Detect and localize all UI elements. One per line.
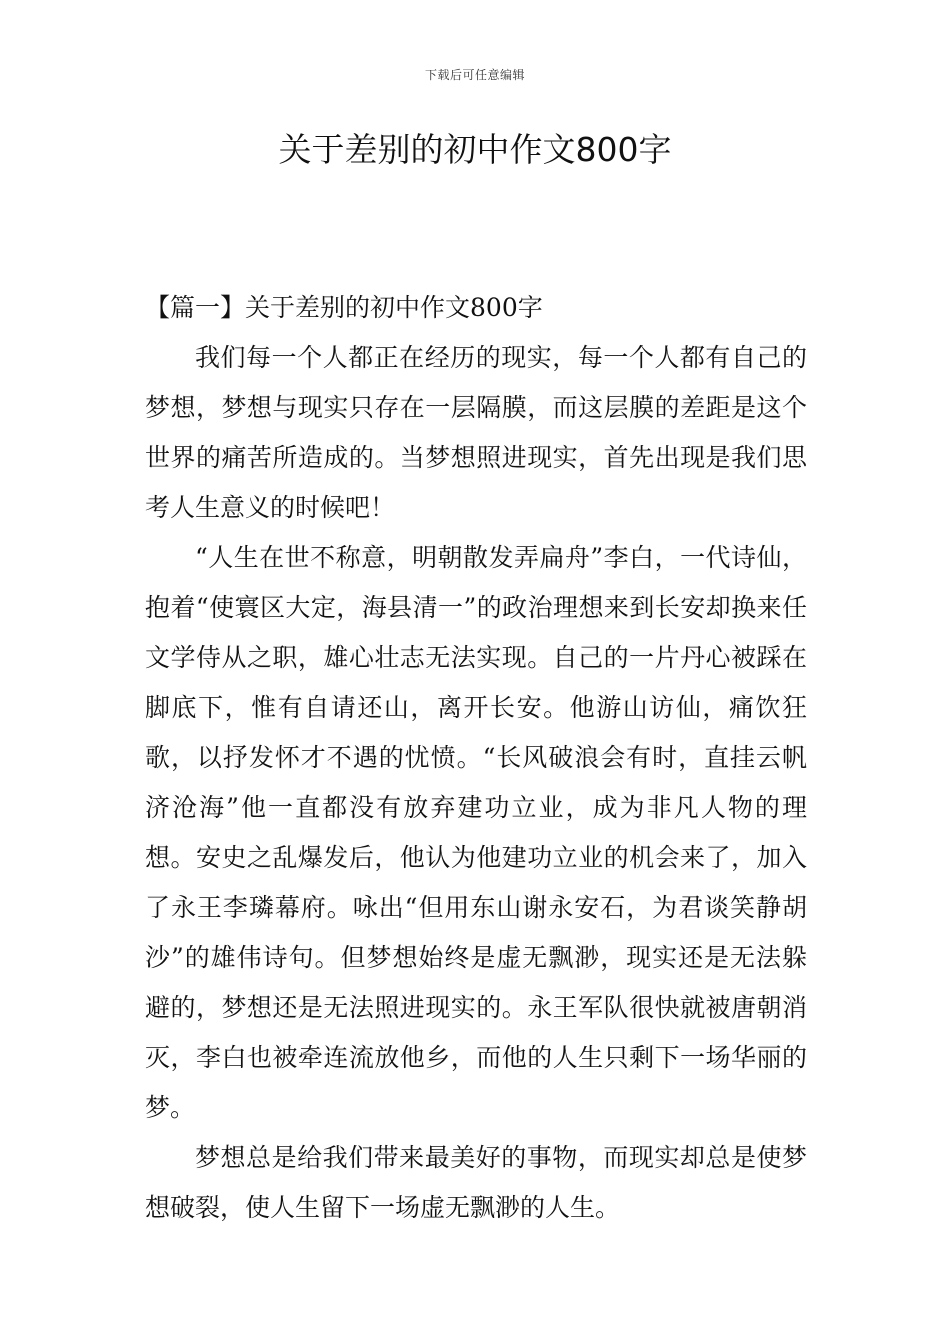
document-title: 关于差别的初中作文800字 [278,130,672,169]
document-body [145,283,807,1233]
paragraph-1: 我们每一个人都正在经历的现实，每一个人都有自己的梦想，梦想与现实只存在一层隔膜，而这层膜的差距是这个世界的痛苦所造成的。当梦想照进现实，首先出现是我们思考人生意义的时候吧！ [145,343,807,522]
section-heading: 【篇一】关于差别的初中作文800字 [145,293,543,322]
header-note: 下载后可任意编辑 [424,68,525,82]
paragraph-2: “人生在世不称意，明朝散发弄扁舟”李白，一代诗仙，抱着“使寰区大定，海县清一”的政治理想来到长安却换来任文学侍从之职，雄心壮志无法实现。自己的一片丹心被踩在脚底下，惟有自请还山，离开长安。他游山访仙，痛饮狂歌，以抒发怀才不遇的忧愤。“长风破浪会有时，直挂云帆济沧海”他一直都没有放弃建功立业，成为非凡人物的理想。安史之乱爆发后，他认为他建功立业的机会来了，加入了永王李璘幕府。咏出“但用东山谢永安石，为君谈笑静胡沙”的雄伟诗句。但梦想始终是虚无飘渺，现实还是无法躲避的，梦想还是无法照进现实的。永王军队很快就被唐朝消灭，李白也被牵连流放他乡，而他的人生只剩下一场华丽的梦。 [145,543,807,1122]
paragraph-3: 梦想总是给我们带来最美好的事物，而现实却总是使梦想破裂，使人生留下一场虚无飘渺的人生。 [145,1143,807,1222]
